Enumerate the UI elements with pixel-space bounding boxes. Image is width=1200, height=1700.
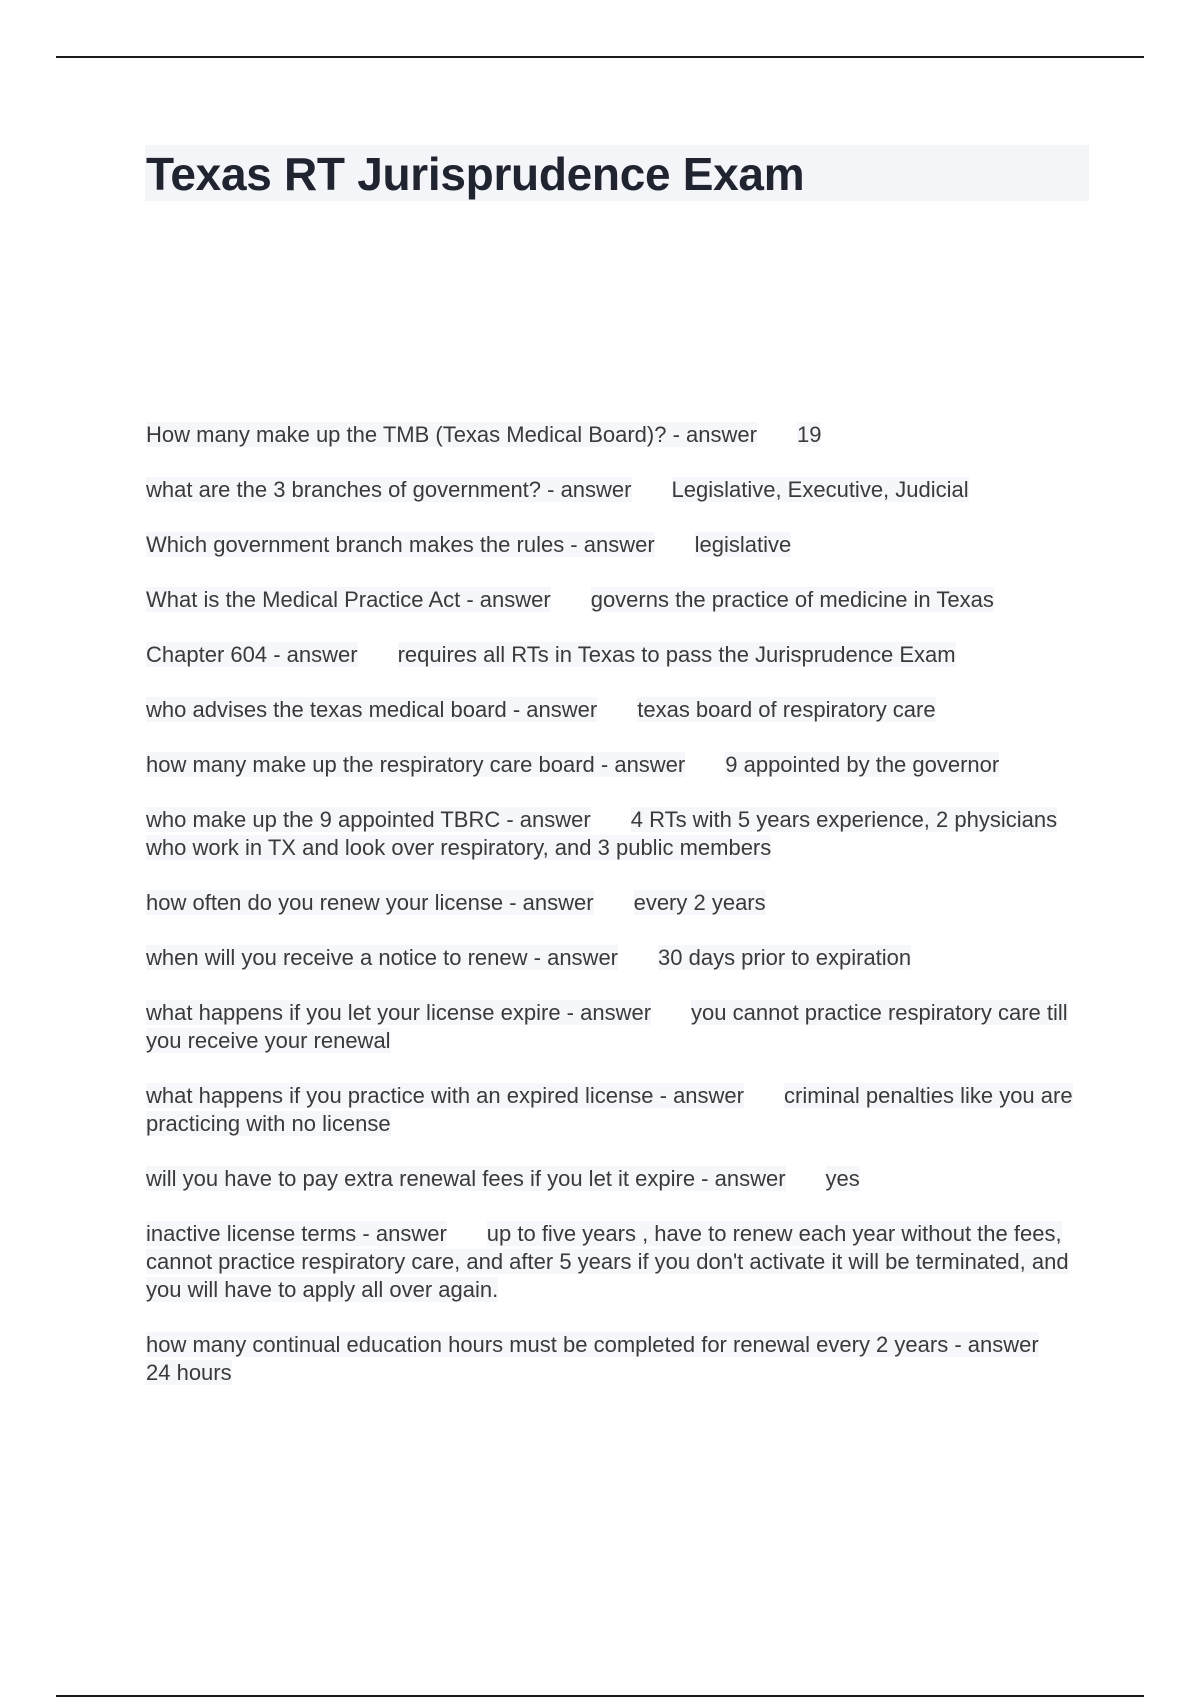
qa-item xyxy=(146,476,1090,504)
qa-question: how often do you renew your license - answer xyxy=(146,890,594,915)
qa-item xyxy=(146,421,1090,449)
qa-answer: 30 days prior to expiration xyxy=(658,945,912,970)
qa-answer: criminal penalties like you are practicing with no license xyxy=(146,1083,1073,1136)
qa-item xyxy=(146,999,1090,1055)
qa-question: what are the 3 branches of government? - answer xyxy=(146,477,632,502)
qa-item xyxy=(146,696,1090,724)
qa-question: who make up the 9 appointed TBRC - answer xyxy=(146,807,591,832)
qa-answer: texas board of respiratory care xyxy=(637,697,936,722)
qa-question: How many make up the TMB (Texas Medical Board)? - answer xyxy=(146,422,757,447)
qa-question: what happens if you practice with an expired license - answer xyxy=(146,1083,744,1108)
qa-item xyxy=(146,531,1090,559)
qa-question: how many continual education hours must be completed for renewal every 2 years - answer xyxy=(146,1332,1039,1357)
qa-item xyxy=(146,586,1090,614)
bottom-rule xyxy=(56,1695,1144,1697)
qa-answer: up to five years , have to renew each year without the fees, cannot practice respiratory care, and after 5 years if you don't activate it will be terminated, and you will have to apply all over again. xyxy=(146,1221,1069,1302)
qa-answer: yes xyxy=(825,1166,860,1191)
qa-item xyxy=(146,641,1090,669)
qa-question: how many make up the respiratory care board - answer xyxy=(146,752,686,777)
qa-answer: 4 RTs with 5 years experience, 2 physicians who work in TX and look over respiratory, and 3 public members xyxy=(146,807,1058,860)
qa-item xyxy=(146,944,1090,972)
qa-item xyxy=(146,1331,1090,1387)
qa-item xyxy=(146,806,1090,862)
qa-question: Which government branch makes the rules - answer xyxy=(146,532,655,557)
qa-question: who advises the texas medical board - answer xyxy=(146,697,598,722)
top-rule xyxy=(56,56,1144,58)
qa-answer: you cannot practice respiratory care till you receive your renewal xyxy=(146,1000,1068,1053)
qa-answer: every 2 years xyxy=(633,890,766,915)
qa-item xyxy=(146,1220,1090,1304)
qa-answer: legislative xyxy=(694,532,792,557)
qa-question: inactive license terms - answer xyxy=(146,1221,447,1246)
qa-item xyxy=(146,1082,1090,1138)
qa-question: will you have to pay extra renewal fees if you let it expire - answer xyxy=(146,1166,786,1191)
qa-answer: 9 appointed by the governor xyxy=(725,752,1000,777)
page-title: Texas RT Jurisprudence Exam xyxy=(146,148,805,200)
qa-question: when will you receive a notice to renew - answer xyxy=(146,945,619,970)
qa-question: What is the Medical Practice Act - answer xyxy=(146,587,551,612)
qa-answer: 19 xyxy=(796,422,822,447)
qa-question: what happens if you let your license expire - answer xyxy=(146,1000,652,1025)
qa-answer: requires all RTs in Texas to pass the Jurisprudence Exam xyxy=(397,642,956,667)
qa-question: Chapter 604 - answer xyxy=(146,642,358,667)
qa-answer: Legislative, Executive, Judicial xyxy=(671,477,969,502)
qa-item xyxy=(146,751,1090,779)
qa-item xyxy=(146,889,1090,917)
qa-answer: governs the practice of medicine in Texas xyxy=(590,587,994,612)
qa-answer: 24 hours xyxy=(146,1360,232,1385)
qa-item xyxy=(146,1165,1090,1193)
qa-list xyxy=(146,421,1090,1414)
